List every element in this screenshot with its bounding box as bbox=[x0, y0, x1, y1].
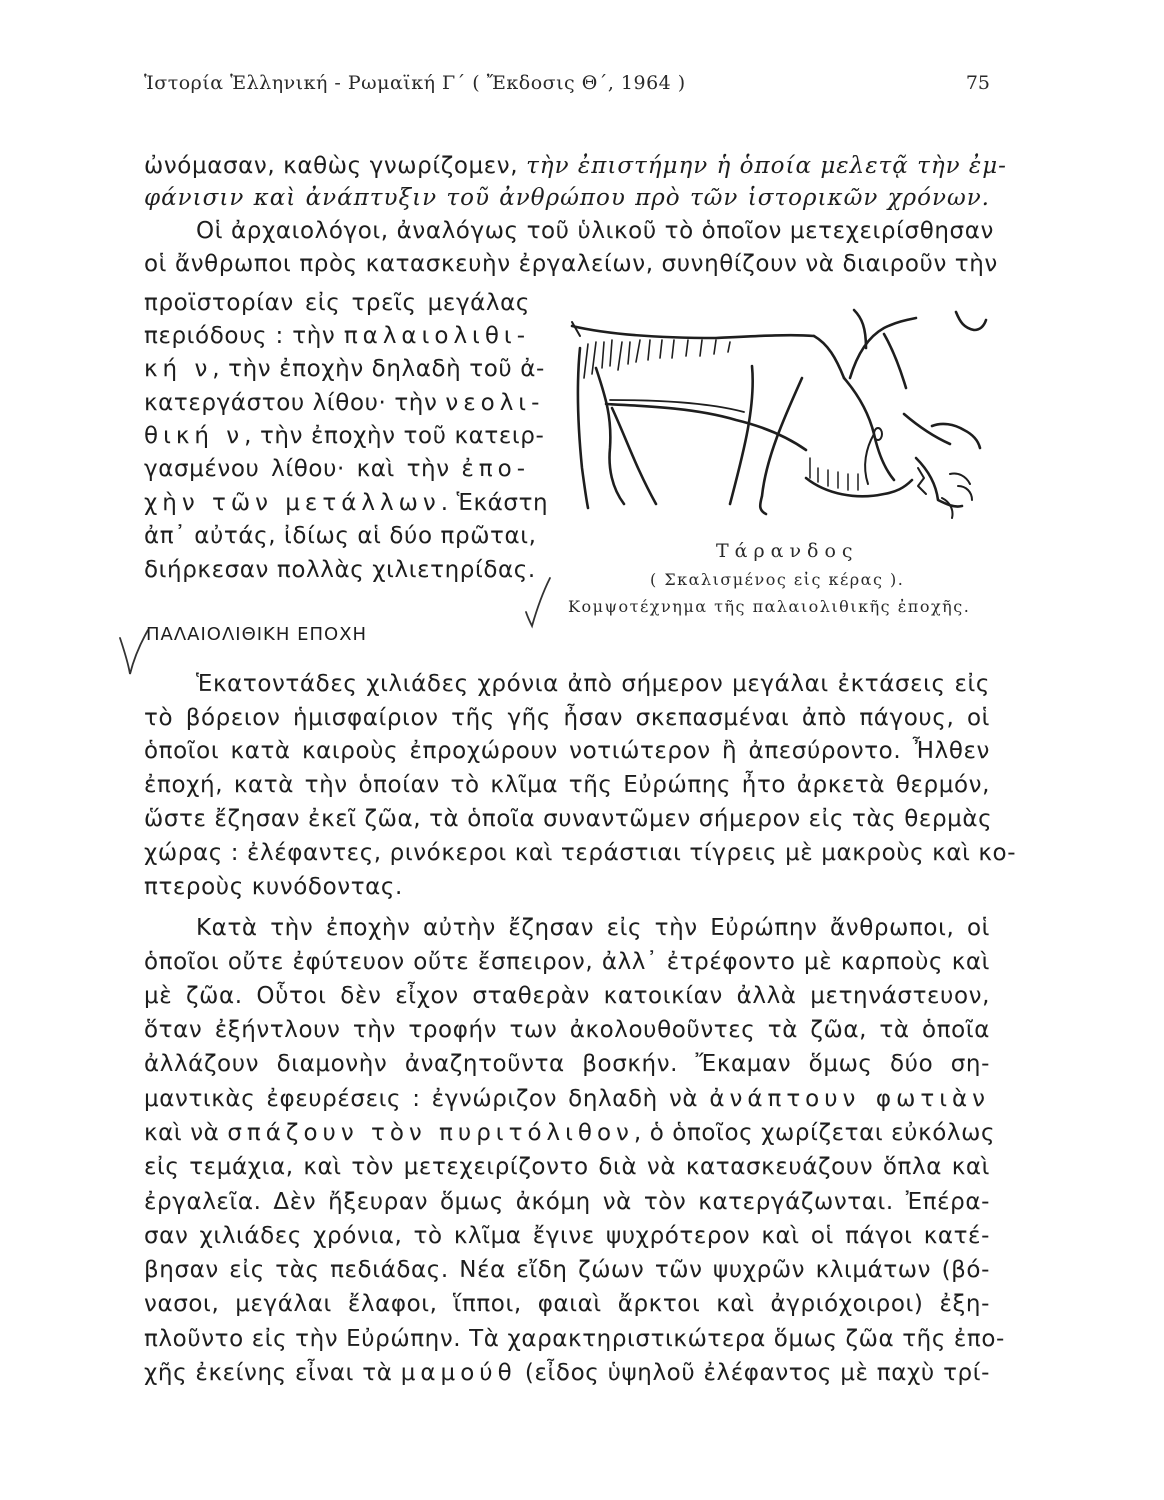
narrow-line-3 bbox=[144, 353, 545, 385]
text: κατεργάστου λίθου· τὴν bbox=[144, 390, 446, 416]
spaced-term: ἀνάπτουν φωτιὰν bbox=[709, 1086, 991, 1112]
narrow-line-7 bbox=[144, 487, 549, 519]
paragraph-2-line: εἰς τεμάχια, καὶ τὸν μετεχειρίζοντο διὰ νὰ κατασκευάζουν ὅπλα καὶ bbox=[144, 1154, 990, 1180]
intro-line-4: οἱ ἄνθρωποι πρὸς κατασκευὴν ἐργαλείων, συνηθίζουν νὰ διαιροῦν τὴν bbox=[144, 251, 998, 277]
paragraph-1-line: τὸ βόρειον ἡμισφαίριον τῆς γῆς ἦσαν σκεπασμέναι ἀπὸ πάγους, οἱ bbox=[144, 705, 990, 731]
paragraph-2-line bbox=[144, 1117, 996, 1149]
paragraph-2-line: βησαν εἰς τὰς πεδιάδας. Νέα εἴδη ζώων τῶν ψυχρῶν κλιμάτων (βό- bbox=[144, 1257, 990, 1283]
text: , τὴν ἐποχὴν τοῦ κατειρ- bbox=[244, 423, 545, 449]
spaced-term: χὴν τῶν μετάλλων bbox=[144, 490, 441, 516]
figure-caption-desc: Κομψοτέχνημα τῆς παλαιολιθικῆς ἐποχῆς. bbox=[568, 597, 971, 616]
paragraph-2-line: σαν χιλιάδες χρόνια, τὸ κλῖμα ἔγινε ψυχρότερον καὶ οἱ πάγοι κατέ- bbox=[144, 1223, 990, 1249]
paragraph-2-line: νασοι, μεγάλαι ἔλαφοι, ἵπποι, φαιαὶ ἄρκτοι καὶ ἀγριόχοιροι) ἐξη- bbox=[144, 1291, 990, 1317]
intro-line-1 bbox=[144, 150, 1007, 182]
spaced-term: κή ν bbox=[144, 356, 213, 382]
narrow-line-8: ἀπ᾿ αὐτάς, ἰδίως αἱ δύο πρῶται, bbox=[144, 523, 537, 549]
paragraph-2-line: ἐργαλεῖα. Δὲν ἤξευραν ὅμως ἀκόμη νὰ τὸν κατεργάζωνται. Ἐπέρα- bbox=[144, 1189, 990, 1215]
text: (εἶδος ὑψηλοῦ ἐλέφαντος μὲ παχὺ τρί- bbox=[516, 1360, 990, 1386]
paragraph-1-line: πτεροὺς κυνόδοντας. bbox=[144, 874, 403, 900]
narrow-line-2 bbox=[144, 320, 530, 352]
paragraph-2-line: μὲ ζῶα. Οὗτοι δὲν εἶχον σταθερὰν κατοικίαν ἀλλὰ μετηνάστευον, bbox=[144, 983, 990, 1009]
paragraph-1-line: Ἑκατοντάδες χιλιάδες χρόνια ἀπὸ σήμερον μεγάλαι ἐκτάσεις εἰς bbox=[196, 671, 990, 697]
section-heading: ΠΑΛΑΙΟΛΙΘΙΚΗ ΕΠΟΧΗ bbox=[146, 624, 368, 645]
narrow-line-4 bbox=[144, 387, 545, 419]
narrow-line-1: προϊστορίαν εἰς τρεῖς μεγάλας bbox=[144, 290, 530, 316]
text: καὶ νὰ bbox=[144, 1120, 228, 1146]
spaced-term: ἐπο- bbox=[461, 456, 530, 482]
italic-definition: τὴν ἐπιστήμην ἡ ὁποία μελετᾷ τὴν ἐμ- bbox=[526, 153, 1007, 179]
spaced-term: θική ν bbox=[144, 423, 245, 449]
paragraph-2-line: ὁποῖοι οὔτε ἐφύτευον οὔτε ἔσπειρον, ἀλλ᾿ ἐτρέφοντο μὲ καρποὺς καὶ bbox=[144, 949, 990, 975]
text: γασμένου λίθου· καὶ τὴν bbox=[144, 456, 462, 482]
narrow-line-5 bbox=[144, 420, 545, 452]
paragraph-2-line: πλοῦντο εἰς τὴν Εὐρώπην. Τὰ χαρακτηριστικώτερα ὅμως ζῶα τῆς ἐπο- bbox=[144, 1326, 1005, 1352]
paragraph-2-line: Κατὰ τὴν ἐποχὴν αὐτὴν ἔζησαν εἰς τὴν Εὐρώπην ἄνθρωποι, οἱ bbox=[196, 915, 990, 941]
paragraph-1-line: χώρας : ἐλέφαντες, ρινόκεροι καὶ τεράστιαι τίγρεις μὲ μακροὺς καὶ κο- bbox=[144, 840, 1017, 866]
text: χῆς ἐκείνης εἶναι τὰ bbox=[144, 1360, 401, 1386]
paragraph-2-line bbox=[144, 1357, 990, 1389]
text: , τὴν ἐποχὴν δηλαδὴ τοῦ ἀ- bbox=[212, 356, 545, 382]
page-number: 75 bbox=[965, 72, 990, 94]
spaced-term: νεολι- bbox=[445, 390, 545, 416]
spaced-term: σπάζουν τὸν πυριτόλιθον bbox=[227, 1120, 634, 1146]
spaced-term: μαμούθ bbox=[400, 1360, 517, 1386]
paragraph-1-line: ὥστε ἔζησαν ἐκεῖ ζῶα, τὰ ὁποῖα συναντῶμεν σήμερον εἰς τὰς θερμὰς bbox=[144, 806, 993, 832]
text: περιόδους : τὴν bbox=[144, 323, 344, 349]
text: , ὁ ὁποῖος χωρίζεται εὐκόλως bbox=[633, 1120, 996, 1146]
narrow-line-9: διήρκεσαν πολλὰς χιλιετηρίδας. bbox=[144, 557, 536, 583]
paragraph-2-line bbox=[144, 1083, 990, 1115]
figure-caption-title: Τάρανδος bbox=[716, 540, 859, 562]
reindeer-engraving-figure bbox=[566, 308, 990, 528]
figure-caption-sub: ( Σκαλισμένος εἰς κέρας ). bbox=[650, 570, 905, 589]
narrow-line-6 bbox=[144, 453, 530, 485]
text: μαντικὰς ἐφευρέσεις : ἐγνώριζον δηλαδὴ νὰ bbox=[144, 1086, 710, 1112]
intro-line-3: Οἱ ἀρχαιολόγοι, ἀναλόγως τοῦ ὑλικοῦ τὸ ὁποῖον μετεχειρίσθησαν bbox=[196, 218, 994, 244]
header-title: Ἱστορία Ἑλληνική - Ρωμαϊκή Γ΄ ( Ἔκδοσις Θ΄, 1964 ) bbox=[144, 72, 686, 94]
paragraph-1-line: ἐποχή, κατὰ τὴν ὁποίαν τὸ κλῖμα τῆς Εὐρώπης ἦτο ἀρκετὰ θερμόν, bbox=[144, 772, 990, 798]
spaced-term: παλαιολιθι- bbox=[343, 323, 530, 349]
intro-line-2: φάνισιν καὶ ἀνάπτυξιν τοῦ ἀνθρώπου πρὸ τῶν ἱστορικῶν χρόνων. bbox=[144, 185, 990, 211]
intro-text: ὠνόμασαν, καθὼς γνωρίζομεν, bbox=[144, 153, 527, 179]
text: . Ἑκάστη bbox=[440, 490, 549, 516]
paragraph-2-line: ἀλλάζουν διαμονὴν ἀναζητοῦντα βοσκήν. Ἔκαμαν ὅμως δύο ση- bbox=[144, 1051, 990, 1077]
running-header bbox=[144, 72, 990, 102]
paragraph-1-line: ὁποῖοι κατὰ καιροὺς ἐπροχώρουν νοτιώτερον ἢ ἀπεσύροντο. Ἦλθεν bbox=[144, 738, 990, 764]
paragraph-2-line: ὅταν ἐξήντλουν τὴν τροφήν των ἀκολουθοῦντες τὰ ζῶα, τὰ ὁποῖα bbox=[144, 1017, 990, 1043]
